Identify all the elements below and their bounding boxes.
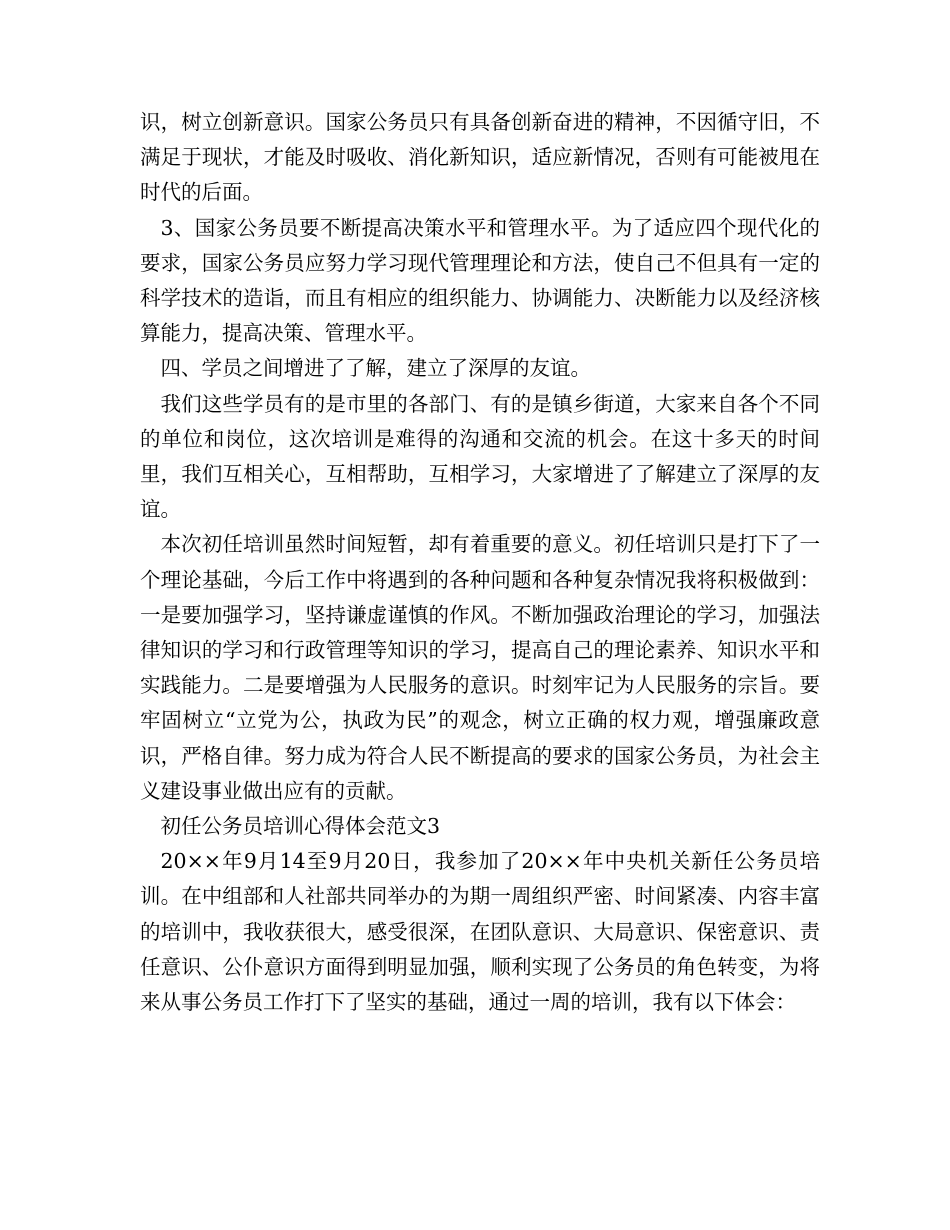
- paragraph-conclusion: 本次初任培训虽然时间短暂，却有着重要的意义。初任培训只是打下了一个理论基础，今后工作中将遇到的各种问题和各种复杂情况我将积极做到：一是要加强学习，坚持谦虚谨慎的作风。不断加强政治理论的学习，加强法律知识的学习和行政管理等知识的学习，提高自己的理论素养、知识水平和实践能力。二是要增强为人民服务的意识。时刻牢记为人民服务的宗旨。要牢固树立“立党为公，执政为民”的观念，树立正确的权力观，增强廉政意识，严格自律。努力成为符合人民不断提高的要求的国家公务员，为社会主义建设事业做出应有的贡献。: [140, 532, 820, 803]
- section-heading-4: 四、学员之间增进了了解，建立了深厚的友谊。: [160, 356, 591, 381]
- paragraph-continuation: 识，树立创新意识。国家公务员只有具备创新奋进的精神，不因循守旧，不满足于现状，才能及时吸收、消化新知识，适应新情况，否则有可能被甩在时代的后面。: [140, 110, 820, 205]
- essay-title-3: 初任公务员培训心得体会范文3: [160, 814, 441, 839]
- paragraph-friendship: 我们这些学员有的是市里的各部门、有的是镇乡街道，大家来自各个不同的单位和岗位，这次培训是难得的沟通和交流的机会。在这十多天的时间里，我们互相关心，互相帮助，互相学习，大家增进了了解建立了深厚的友谊。: [140, 391, 820, 522]
- paragraph-essay-3-intro: 20××年9月14至9月20日，我参加了20××年中央机关新任公务员培训。在中组部和人社部共同举办的为期一周组织严密、时间紧凑、内容丰富的培训中，我收获很大，感受很深，在团队意识、大局意识、保密意识、责任意识、公仆意识方面得到明显加强，顺利实现了公务员的角色转变，为将来从事公务员工作打下了坚实的基础，通过一周的培训，我有以下体会：: [140, 849, 820, 1015]
- document-page: [140, 105, 820, 1020]
- paragraph-point-3: 3、国家公务员要不断提高决策水平和管理水平。为了适应四个现代化的要求，国家公务员应努力学习现代管理理论和方法，使自己不但具有一定的科学技术的造诣，而且有相应的组织能力、协调能力、决断能力以及经济核算能力，提高决策、管理水平。: [140, 215, 820, 346]
